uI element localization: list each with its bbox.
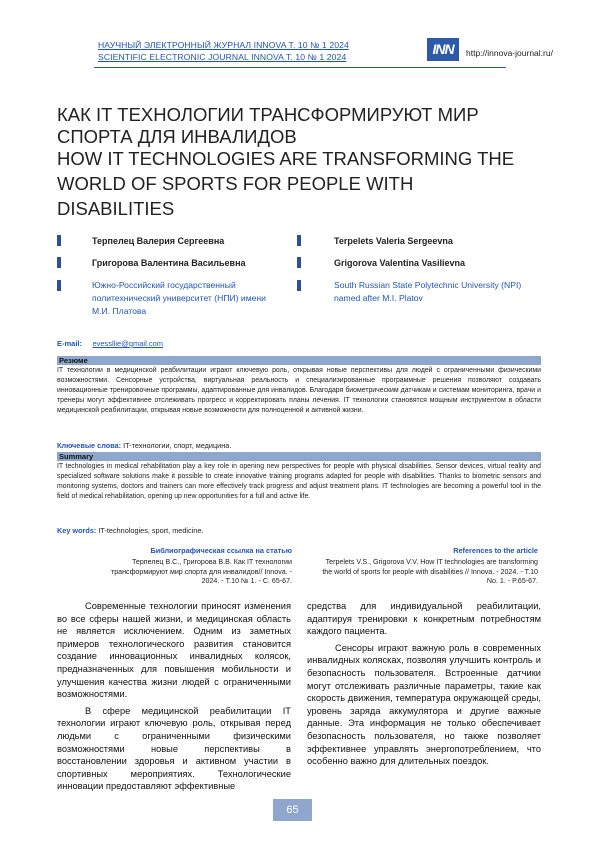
journal-title-en[interactable]: SCIENTIFIC ELECTRONIC JOURNAL INNOVA Т. 10 № 1 2024	[98, 52, 347, 62]
title-ru: КАК IT ТЕХНОЛОГИИ ТРАНСФОРМИРУЮТ МИР СПОРТА ДЛЯ ИНВАЛИДОВ	[57, 104, 479, 147]
author-ru-2: Григорова Валентина Васильевна	[92, 258, 246, 268]
journal-logo: INN	[427, 38, 459, 61]
email-link[interactable]: evessllie@gmail.com	[92, 339, 164, 348]
reference-ru-text: Терпелец В.С., Григорова В.В. Как IT технологии трансформируют мир спорта для инвалидов// Innova. - 2024. - Т.10 № 1. - С. 65-67.	[110, 558, 292, 586]
affiliation-bullet-icon	[297, 280, 301, 291]
abstract-ru-text: IT технологии в медицинской реабилитации играют ключевую роль, открывая новые перспективы для людей с ограниченными физическими возможностями. Сенсорные устройства, виртуальная реальность и специализированные программные решения позволяют создавать инновационные тренировочные программы, адаптированные для инвалидов. Благодаря биометрическим датчикам и системам мониторинга, врачи и тренеры могут эффективнее отслеживать прогресс и корректировать планы лечения. IT технологии становятся мощным инструментом в области медицинской реабилитации, открывая новые возможности для полноценной и активной жизни.	[57, 367, 541, 414]
email-row	[57, 333, 163, 351]
abstract-en-text: IT technologies in medical rehabilitation play a key role in opening new perspectives for people with physical disabilities. Sensor devices, virtual reality and specialized software solutions make it possible to create innovative training programs adapted for people with disabilities. Thanks to biometric sensors and monitoring systems, doctors and trainers can more effectively track progress and adjust treatment plans. IT technologies are becoming a powerful tool in the field of medical rehabilitation, opening up new opportunities for a full and active life.	[57, 463, 541, 500]
paragraph: Современные технологии приносят изменения во все сферы нашей жизни, и медицинская область не является исключением. Одним из заметных примеров технологического развития становится создание инновационных инвалидных колясок, предназначенных для повышения мобильности и улучшения качества жизни людей с ограниченными возможностями.	[57, 601, 291, 700]
abstract-en-heading: Summary	[59, 452, 94, 461]
paragraph: В сфере медицинской реабилитации IT технологии играют ключевую роль, открывая перед людьми с ограниченными физическими возможностями новые перспективы в восстановлении здоровья и активном участии в спортивных мероприятиях. Технологические инновации предоставляют эффективные	[57, 705, 291, 792]
email-label: E-mail:	[57, 339, 83, 348]
reference-en-text: Terpelets V.S., Grigorova V.V. How IT technologies are transforming the world of sports for people with disabilities // Innova. - 2024. - Т.10 No. 1. - P.65-67.	[322, 558, 538, 586]
affiliation-bullet-icon	[57, 280, 61, 291]
keywords-ru-label: Ключевые слова:	[57, 441, 122, 450]
author-en-2: Grigorova Valentina Vasilievna	[334, 258, 466, 268]
body-column-right	[307, 600, 541, 768]
body-column-left	[57, 600, 291, 793]
keywords-ru-value: IT-технологии, спорт, медицина.	[121, 441, 232, 450]
author-en-1: Terpelets Valeria Sergeevna	[334, 236, 453, 246]
author-ru-1: Терпелец Валерия Сергеевна	[92, 236, 225, 246]
author-bullet-icon	[57, 257, 61, 268]
affiliation-en: South Russian State Polytechnic University (NPI) named after M.I. Platov	[334, 280, 522, 303]
page-number: 65	[273, 799, 312, 821]
reference-ru-heading: Библиографическая ссылка на статью	[150, 546, 292, 555]
abstract-ru-heading: Резюме	[59, 356, 88, 365]
paragraph: Сенсоры играют важную роль в современных инвалидных колясках, позволяя улучшить контроль и безопасность пользователя. Встроенные датчики могут отслеживать различные параметры, такие как скорость движения, температура окружающей среды, уровень заряда аккумулятора и другие важные данные. Эта информация не только обеспечивает безопасность пользователя, но также позволяет эффективнее управлять энергопотреблением, что особенно важно для длительных поездок.	[307, 642, 541, 767]
abstract-ru-header	[57, 356, 541, 365]
author-bullet-icon	[297, 257, 301, 268]
journal-title-ru[interactable]: НАУЧНЫЙ ЭЛЕКТРОННЫЙ ЖУРНАЛ INNOVA Т. 10 № 1 2024	[98, 40, 349, 50]
keywords-en	[57, 526, 203, 535]
author-bullet-icon	[297, 235, 301, 246]
paragraph: средства для индивидуальной реабилитации, адаптируя тренировки к конкретным потребностям каждого пациента.	[307, 601, 541, 637]
keywords-ru	[57, 441, 231, 450]
author-bullet-icon	[57, 235, 61, 246]
affiliation-ru: Южно-Российский государственный политехнический университет (НПИ) имени М.И. Платова	[92, 280, 266, 316]
site-url[interactable]: http://innova-journal.ru/	[466, 48, 553, 58]
keywords-en-label: Key words:	[57, 526, 97, 535]
header-divider	[94, 67, 506, 68]
title-en: HOW IT TECHNOLOGIES ARE TRANSFORMING THE WORLD OF SPORTS FOR PEOPLE WITH DISABILITIES	[57, 148, 515, 219]
abstract-en-header	[57, 452, 541, 461]
keywords-en-value: IT-technologies, sport, medicine.	[96, 526, 204, 535]
reference-en-heading: References to the article	[453, 546, 538, 555]
